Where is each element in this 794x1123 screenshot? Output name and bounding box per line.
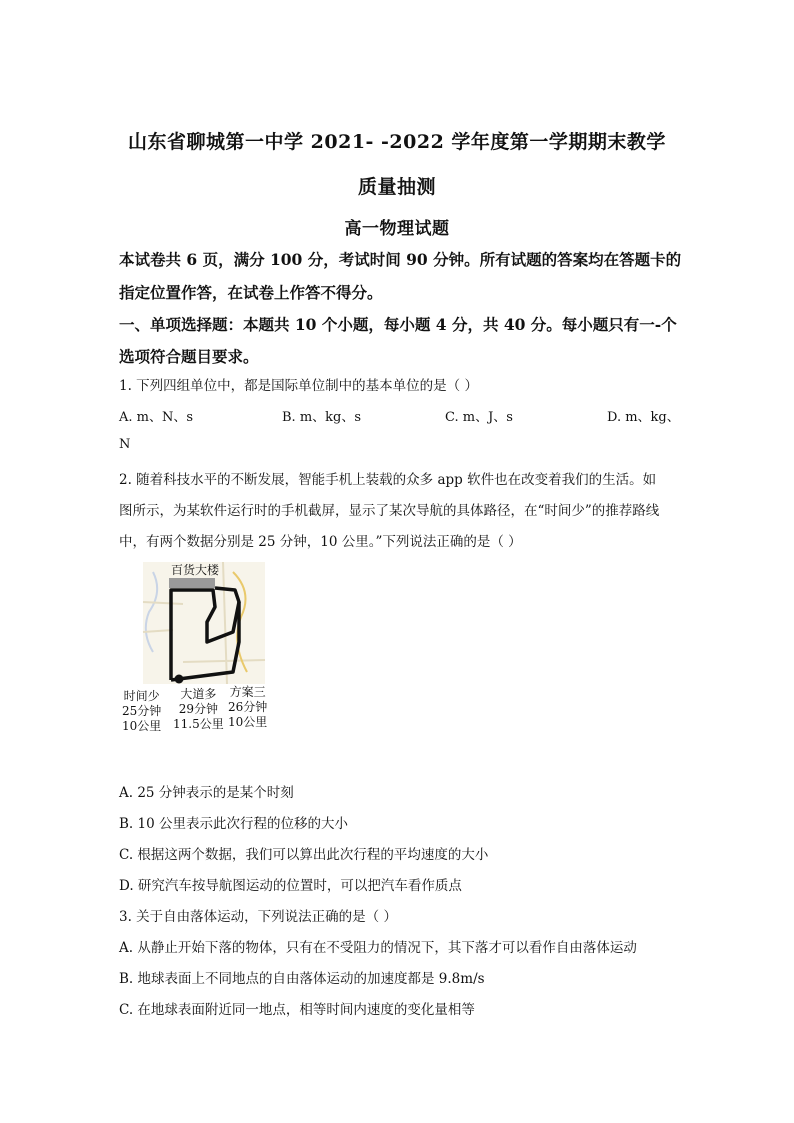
exam-subtitle: 高一物理试题: [344, 219, 450, 239]
q2-stem-line2: 图所示，为某软件运行时的手机截屏，显示了某次导航的具体路径，在“时间少”的推荐路线: [119, 503, 660, 519]
section1-line1: 一、单项选择题：本题共 10 个小题，每小题 4 分，共 40 分。每小题只有一-个: [119, 315, 677, 334]
navigation-map-figure: [123, 562, 271, 737]
start-point-marker: [175, 675, 184, 684]
map-destination-label: 百货大楼: [171, 563, 220, 577]
q3-option-b: B. 地球表面上不同地点的自由落体运动的加速度都是 9.8m/s: [119, 971, 485, 987]
q1-option-a: A. m、N、s: [119, 410, 194, 425]
q1-option-d-wrap: N: [119, 437, 131, 452]
q3-option-c: C. 在地球表面附近同一地点，相等时间内速度的变化量相等: [119, 1002, 475, 1018]
route-option-2-time: 29分钟: [178, 702, 218, 716]
route-option-3: [228, 685, 267, 730]
route-option-1-time: 25分钟: [122, 704, 162, 718]
map-building-block: [169, 578, 215, 588]
q3-stem: 3. 关于自由落体运动，下列说法正确的是（ ）: [119, 909, 397, 925]
exam-title-line2: 质量抽测: [357, 176, 436, 198]
q2-option-c: C. 根据这两个数据，我们可以算出此次行程的平均速度的大小: [119, 847, 489, 863]
route-option-1-name: 时间少: [123, 689, 160, 703]
q3-option-a: A. 从静止开始下落的物体，只有在不受阻力的情况下，其下落才可以看作自由落体运动: [119, 940, 637, 956]
q1-option-d: D. m、kg、: [607, 410, 680, 425]
route-option-2-name: 大道多: [180, 687, 217, 701]
route-option-3-time: 26分钟: [228, 700, 268, 714]
route-option-2: [173, 687, 224, 732]
q2-option-d: D. 研究汽车按导航图运动的位置时，可以把汽车看作质点: [119, 878, 462, 894]
q2-option-a: A. 25 分钟表示的是某个时刻: [119, 785, 294, 801]
q1-option-c: C. m、J、s: [445, 410, 513, 425]
navigation-map-graphic: [123, 562, 271, 687]
intro-line1: 本试卷共 6 页，满分 100 分，考试时间 90 分钟。所有试题的答案均在答题卡的: [119, 250, 682, 269]
q2-option-b: B. 10 公里表示此次行程的位移的大小: [119, 816, 348, 832]
route-option-1-distance: 10公里: [122, 719, 162, 733]
route-option-1: [122, 689, 161, 734]
exam-title-line1: 山东省聊城第一中学 2021- -2022 学年度第一学期期末教学: [128, 131, 666, 153]
intro-line2: 指定位置作答，在试卷上作答不得分。: [119, 283, 383, 302]
route-option-3-distance: 10公里: [228, 715, 268, 729]
q2-stem-line1: 2. 随着科技水平的不断发展，智能手机上装载的众多 app 软件也在改变着我们的生活。如: [119, 472, 657, 488]
q2-stem-line3: 中，有两个数据分别是 25 分钟，10 公里。”下列说法正确的是（ ）: [119, 534, 522, 550]
q1-option-b: B. m、kg、s: [282, 410, 362, 425]
route-option-3-name: 方案三: [229, 685, 266, 699]
route-option-2-distance: 11.5公里: [173, 717, 224, 731]
q1-stem: 1. 下列四组单位中，都是国际单位制中的基本单位的是（ ）: [119, 378, 478, 394]
section1-line2: 选项符合题目要求。: [119, 347, 259, 366]
